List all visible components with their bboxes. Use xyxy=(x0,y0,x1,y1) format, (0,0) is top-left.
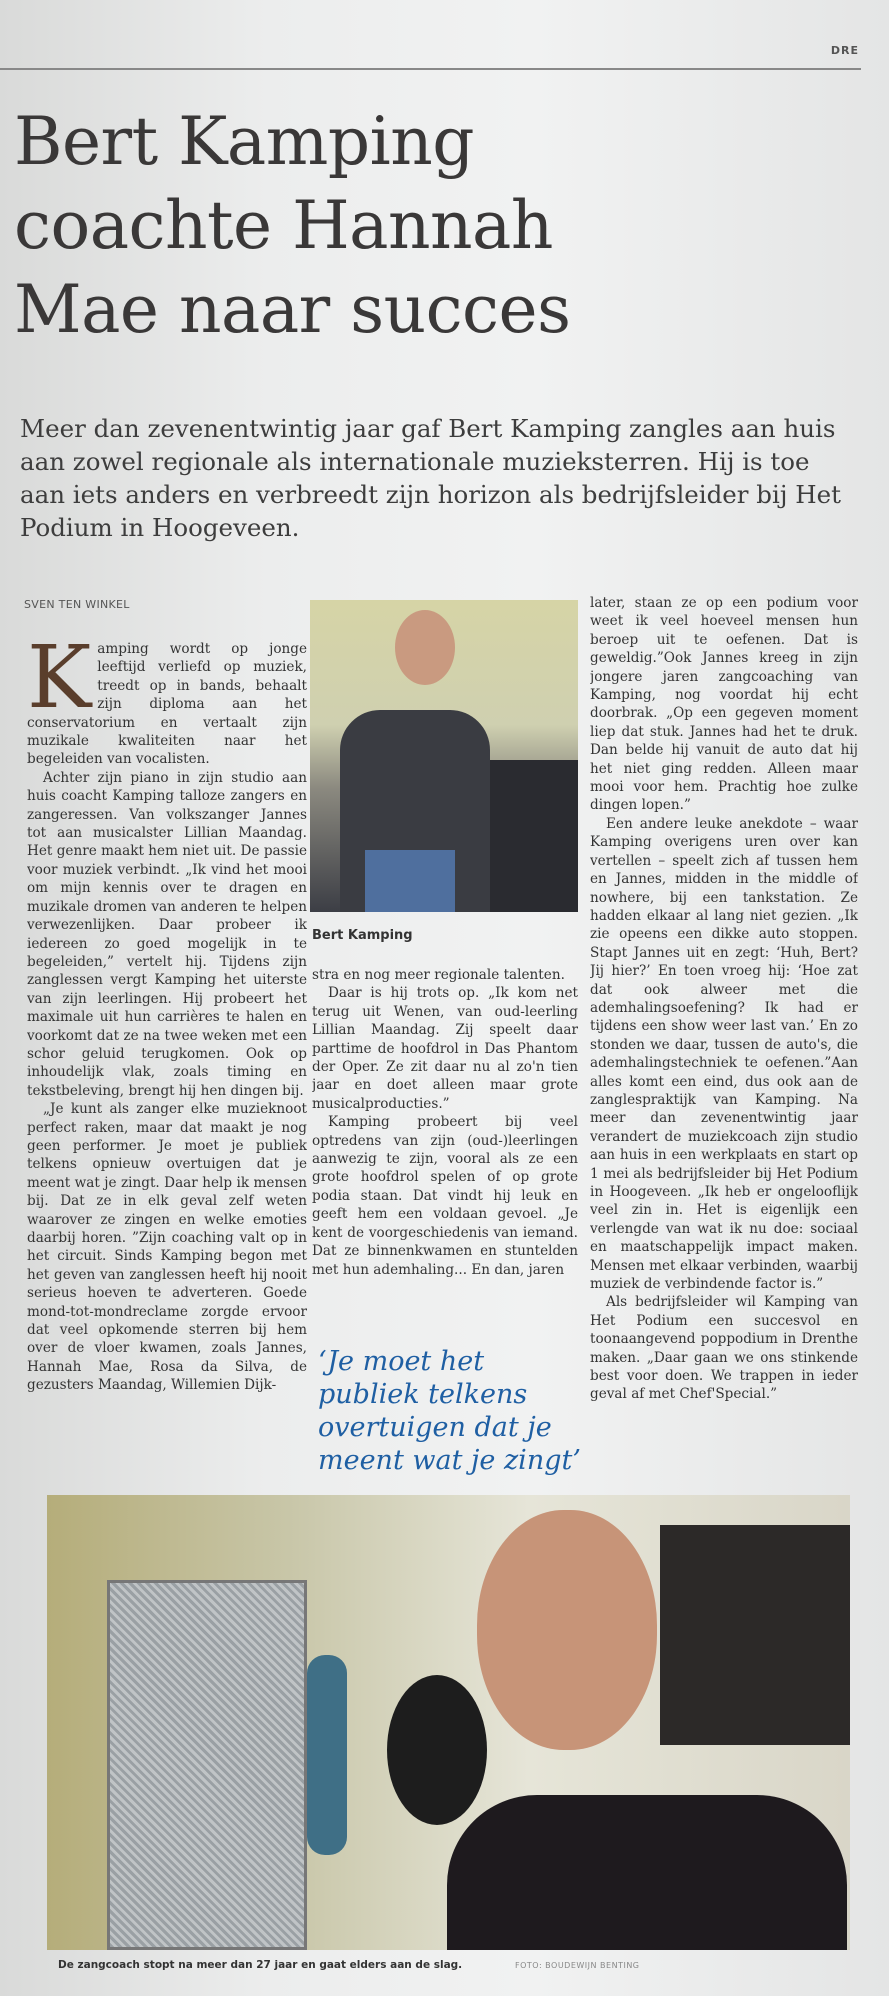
paragraph xyxy=(27,640,307,769)
paragraph: „Je kunt als zanger elke muzieknoot perfect raken, maar dat maakt je nog geen performer. Je moet je publiek telkens opnieuw overtuigen dat je meent wat je zingt. Daar help ik mensen bij. Dat ze in elk geval zelf weten waarover ze zingen en welke emoties daarbij horen. ”Zijn coaching valt op in het circuit. Sinds Kamping begon met het geven van zanglessen heeft hij nooit serieus hoeven te adverteren. Goede mond-tot-mondreclame zorgde ervoor dat veel opkomende sterren bij hem over de vloer kwamen, zoals Jannes, Hannah Mae, Rosa da Silva, de gezusters Maandag, Willemien Dijk- xyxy=(27,1101,307,1394)
person-face xyxy=(477,1510,657,1750)
headline: Bert Kamping coachte Hannah Mae naar succes xyxy=(14,103,571,348)
paragraph: Daar is hij trots op. „Ik kom net terug uit Wenen, van oud-leerling Lillian Maandag. Zij speelt daar parttime de hoofdrol in Das Phantom der Oper. Ze zit daar nu al zo'n tien jaar en doet alleen maar grote musicalproducties.” xyxy=(312,985,578,1112)
byline: SVEN TEN WINKEL xyxy=(24,598,130,611)
lead-paragraph: Meer dan zevenentwintig jaar gaf Bert Kamping zangles aan huis aan zowel regionale als internationale muzieksterren. Hij is toe aan iets anders en verbreedt zijn horizon als bedrijfsleider bij Het Podium in Hoogeveen. xyxy=(20,414,841,542)
paragraph: Achter zijn piano in zijn studio aan huis coacht Kamping talloze zangers en zangeressen. Van volkszanger Jannes tot aan musicalster Lillian Maandag. Het genre maakt hem niet uit. De passie voor muziek verbindt. „Ik vind het mooi om mijn kennis over te dragen en muzikale dromen van anderen te helpen verwezenlijken. Daar probeer ik iedereen zo goed mogelijk in te begeleiden,” vertelt hij. Tijdens zijn zanglessen vergt Kamping het uiterste van zijn leerlingen. Hij probeert het maximale uit hun carrières te halen en voorkomt dat ze na twee weken met een schor geluid terugkomen. Ook op inhoudelijk vlak, zoals timing en tekstbeleving, brengt hij hen dingen bij. xyxy=(27,769,307,1099)
portrait-photo xyxy=(310,600,578,912)
paragraph: later, staan ze op een podium voor weet ik veel hoeveel mensen hun beroep uit te oefenen. Dat is geweldig.”Ook Jannes kreeg in zijn jongere jaren zangcoaching van Kamping, nog voordat hij echt doorbrak. „Op een gegeven moment liep dat stuk. Jannes had het te druk. Dan belde hij vanuit de auto dat hij het niet ging redden. Alleen maar mooi voor hem. Prachtig hoe zulke dingen lopen.” xyxy=(590,595,858,814)
person-head xyxy=(395,610,455,685)
header-rule xyxy=(0,68,861,70)
article-column-3 xyxy=(590,594,858,1474)
article-column-2 xyxy=(312,966,578,1352)
paragraph: stra en nog meer regionale talenten. xyxy=(312,967,565,983)
paragraph-text: amping wordt op jonge leeftijd verliefd op muziek, treedt op in bands, behaalt zijn diploma aan het conservatorium en vertaalt zijn muzikale kwaliteiten naar het begeleiden van vocalisten. xyxy=(27,641,307,768)
section-label: DRE xyxy=(830,44,859,57)
photo-caption: De zangcoach stopt na meer dan 27 jaar en gaat elders aan de slag. xyxy=(58,1959,463,1971)
shelf xyxy=(660,1525,850,1745)
pull-quote: ‘Je moet het publiek telkens overtuigen dat je meent wat je zingt’ xyxy=(318,1346,581,1476)
paragraph: Kamping probeert bij veel optredens van zijn (oud-)leerlingen aanwezig te zijn, vooral als ze een grote hoofdrol spelen of op grote podia staan. Dat vindt hij leuk en geeft hem een voldaan gevoel. „Je kent de voorgeschiedenis van iemand. Dat ze binnenkwamen en stuntelden met hun ademhaling... En dan, jaren xyxy=(312,1114,578,1278)
photo-credit: FOTO: BOUDEWIJN BENTING xyxy=(515,1961,640,1970)
studio-photo xyxy=(47,1495,850,1950)
drop-cap: K xyxy=(27,640,92,728)
person-body xyxy=(447,1795,847,1950)
paragraph: Als bedrijfsleider wil Kamping van Het Podium een succesvol en toonaangevend poppodium in Drenthe maken. „Daar gaan we ons stinkende best voor doen. We trappen in ieder geval af met Chef'Special.” xyxy=(590,1294,858,1403)
acoustic-shield xyxy=(107,1580,307,1950)
paragraph: Een andere leuke anekdote – waar Kamping overigens uren over kan vertellen – speelt zich af tussen hem en Jannes, midden in the middle of nowhere, bij een tankstation. Ze hadden elkaar al lang niet gezien. „Ik zie opeens een dikke auto stoppen. Stapt Jannes uit en zegt: ‘Huh, Bert? Jij hier?’ En toen vroeg hij: ‘Hoe zat dat ook alweer met die ademhalingsoefening? Ik had er tijdens een show weer last van.’ En zo stonden we daar, tussen de auto's, die ademhalingstechniek te oefenen.”Aan alles komt een eind, dus ook aan de zanglespraktijk van Kamping. Na meer dan zevenentwintig jaar verandert de muziekcoach zijn studio aan huis in een werkplaats en start op 1 mei als bedrijfsleider bij Het Podium in Hoogeveen. „Ik heb er ongelooflijk veel zin in. Het is eigenlijk een verlengde van wat ik nu doe: sociaal en maatschappelijk impact maken. Mensen met elkaar verbinden, waarbij muziek de verbindende factor is.” xyxy=(590,815,858,1293)
person-jeans xyxy=(365,850,455,912)
microphone xyxy=(307,1655,347,1855)
article-column-1 xyxy=(27,640,307,1470)
pop-filter xyxy=(387,1675,487,1825)
photo-caption: Bert Kamping xyxy=(312,928,413,943)
